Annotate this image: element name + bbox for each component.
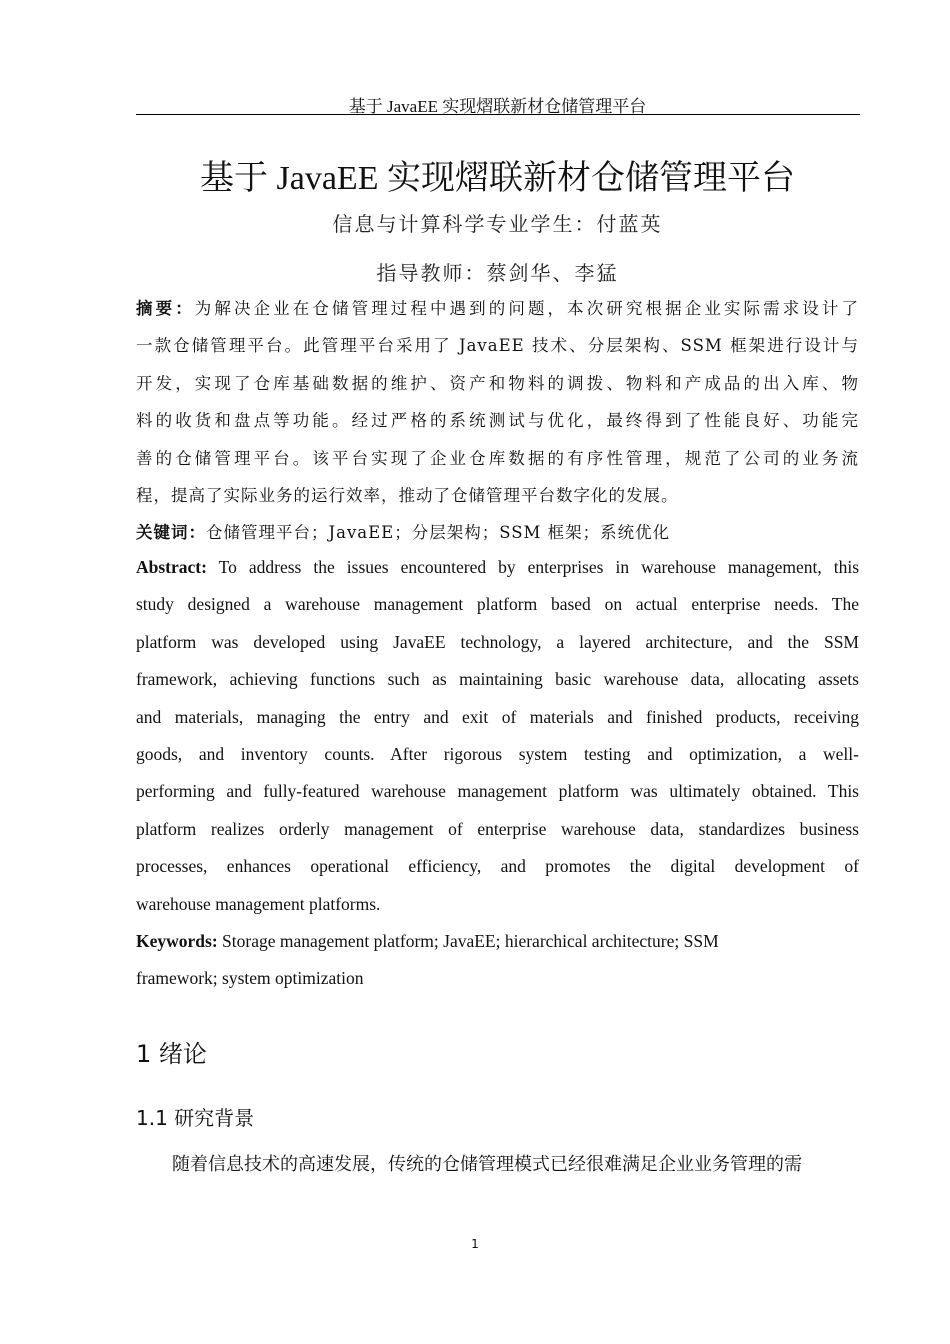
abstract-en bbox=[136, 549, 859, 998]
abstract-line: study designed a warehouse management platform based on actual enterprise needs. The bbox=[136, 594, 859, 615]
abstract-line: warehouse management platforms. bbox=[136, 893, 381, 914]
abstract-line: platform was developed using JavaEE technology, a layered architecture, and the SSM bbox=[136, 631, 859, 652]
abstract-line: goods, and inventory counts. After rigorous system testing and optimization, a well- bbox=[136, 743, 859, 764]
abstract-zh bbox=[136, 290, 859, 552]
abstract-line: 摘要：为解决企业在仓储管理过程中遇到的问题，本次研究根据企业实际需求设计了 bbox=[136, 299, 860, 318]
page-title: 基于 JavaEE 实现熠联新材仓储管理平台 bbox=[200, 160, 795, 197]
subsection-heading: 1.1 研究背景 bbox=[136, 1106, 255, 1130]
section-heading: 1 绪论 bbox=[136, 1040, 207, 1068]
abstract-line: Abstract: To address the issues encountered by enterprises in warehouse management, this bbox=[136, 557, 859, 577]
abstract-line: 料的收货和盘点等功能。经过严格的系统测试与优化，最终得到了性能良好、功能完 bbox=[136, 411, 859, 431]
abstract-label: Abstract: bbox=[136, 557, 207, 577]
abstract-line: and materials, managing the entry and exit of materials and finished products, receiving bbox=[136, 706, 859, 727]
keywords-en-cont: framework; system optimization bbox=[136, 968, 364, 989]
abstract-line: 一款仓储管理平台。此管理平台采用了 JavaEE 技术、分层架构、SSM 框架进行设计与 bbox=[136, 336, 859, 356]
abstract-line: performing and fully-featured warehouse management platform was ultimately obtained. This bbox=[136, 781, 859, 802]
keywords-en: Keywords: Storage management platform; JavaEE; hierarchical architecture; SSM bbox=[136, 930, 719, 951]
body-paragraph: 随着信息技术的高速发展，传统的仓储管理模式已经很难满足企业业务管理的需 bbox=[172, 1154, 802, 1175]
abstract-line: framework, achieving functions such as maintaining basic warehouse data, allocating assets bbox=[136, 669, 859, 690]
abstract-line: 善的仓储管理平台。该平台实现了企业仓库数据的有序性管理，规范了公司的业务流 bbox=[136, 448, 859, 468]
running-header: 基于 JavaEE 实现熠联新材仓储管理平台 bbox=[348, 97, 647, 116]
header-rule bbox=[136, 114, 860, 115]
author-line: 信息与计算科学专业学生：付蓝英 bbox=[332, 214, 663, 236]
abstract-line: platform realizes orderly management of enterprise warehouse data, standardizes business bbox=[136, 818, 859, 839]
abstract-line: 开发，实现了仓库基础数据的维护、资产和物料的调拨、物料和产成品的出入库、物 bbox=[136, 373, 859, 393]
keywords-zh: 关键词：仓储管理平台；JavaEE；分层架构；SSM 框架；系统优化 bbox=[136, 523, 671, 543]
advisor-line: 指导教师：蔡剑华、李猛 bbox=[376, 263, 619, 285]
abstract-line: processes, enhances operational efficiency, and promotes the digital development of bbox=[136, 856, 859, 877]
abstract-line: 程，提高了实际业务的运行效率，推动了仓储管理平台数字化的发展。 bbox=[136, 485, 679, 505]
page-number: 1 bbox=[471, 1237, 479, 1251]
abstract-label: 摘要： bbox=[136, 299, 195, 318]
